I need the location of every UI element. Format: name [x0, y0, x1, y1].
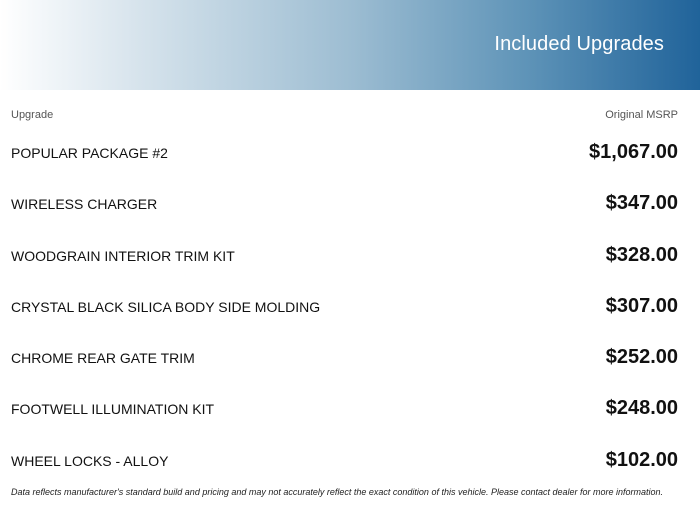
list-item — [11, 128, 678, 179]
list-item — [11, 231, 678, 282]
upgrade-name: CHROME REAR GATE TRIM — [11, 350, 195, 367]
list-item — [11, 179, 678, 230]
page-title: Included Upgrades — [494, 33, 664, 55]
upgrade-price: $252.00 — [605, 346, 678, 369]
disclaimer-text: Data reflects manufacturer's standard build and pricing and may not accurately reflect the exact condition of this vehicle. Please contact dealer for more information. — [11, 487, 664, 497]
list-item — [11, 384, 678, 435]
header-banner — [0, 0, 700, 90]
list-item — [11, 282, 678, 333]
upgrade-price: $328.00 — [605, 243, 678, 266]
upgrade-price: $248.00 — [605, 397, 678, 420]
upgrade-name: WHEEL LOCKS - ALLOY — [11, 452, 169, 469]
upgrade-price: $347.00 — [605, 192, 678, 215]
upgrade-name: CRYSTAL BLACK SILICA BODY SIDE MOLDING — [11, 298, 321, 315]
column-header-msrp: Original MSRP — [605, 109, 678, 121]
column-header-upgrade: Upgrade — [11, 109, 54, 121]
upgrade-price: $1,067.00 — [589, 141, 678, 163]
list-item — [11, 333, 678, 384]
upgrade-name: WOODGRAIN INTERIOR TRIM KIT — [11, 247, 235, 264]
upgrade-name: POPULAR PACKAGE #2 — [11, 145, 168, 161]
upgrade-name: WIRELESS CHARGER — [11, 196, 158, 213]
list-item — [11, 436, 678, 487]
upgrade-price: $102.00 — [605, 448, 678, 471]
upgrades-list — [11, 128, 678, 487]
column-headers — [11, 109, 678, 125]
upgrade-name: FOOTWELL ILLUMINATION KIT — [11, 401, 215, 418]
upgrade-price: $307.00 — [605, 294, 678, 317]
